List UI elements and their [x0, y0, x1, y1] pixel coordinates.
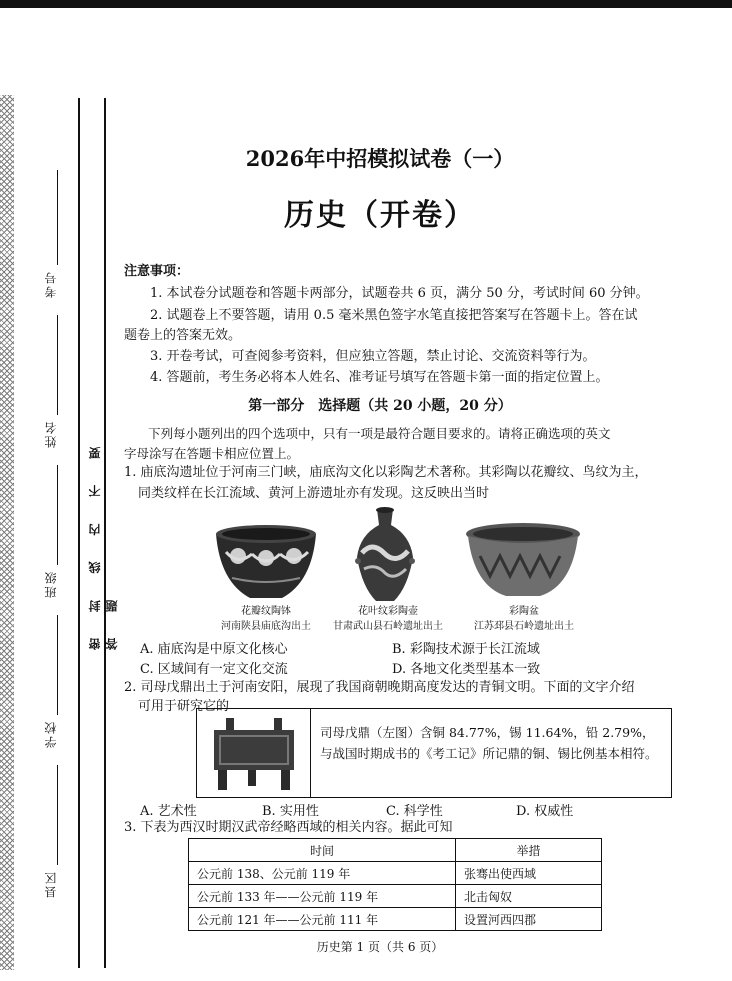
option-a[interactable]: A. 庙底沟是中原文化核心: [140, 642, 288, 657]
notice-item: 3. 开卷考试，可查阅参考资料，但应独立答题，禁止讨论、交流资料等行为。: [150, 349, 596, 364]
field-label-county: 县区: [44, 870, 58, 898]
field-line-school[interactable]: [57, 615, 58, 715]
option-d[interactable]: D. 权威性: [516, 804, 574, 819]
subject-title: 历史（开卷）: [284, 198, 476, 233]
option-b[interactable]: B. 实用性: [262, 804, 319, 819]
question-stem: 可用于研究它的: [138, 699, 230, 714]
figure-caption-origin: 江苏邳县石岭遗址出土: [474, 621, 574, 632]
notice-item: 1. 本试卷分试题卷和答题卡两部分，试题卷共 6 页，满分 50 分，考试时间 60 分钟。: [150, 286, 649, 301]
material-text: 司母戊鼎（左图）含铜 84.77%，锡 11.64%，铅 2.79%，与战国时期成书的《考工记》所记鼎的铜、锡比例基本相符。: [320, 725, 658, 761]
painted-basin-image: [464, 520, 582, 600]
question-stem: 1. 庙底沟遗址位于河南三门峡，庙底沟文化以彩陶艺术著称。其彩陶以花瓣纹、鸟纹为主，: [124, 465, 648, 480]
field-label-school: 学校: [44, 720, 58, 748]
table-header-measure: 举措: [456, 839, 602, 862]
field-line-class[interactable]: [57, 465, 58, 565]
table-row: [189, 908, 602, 931]
table-cell-measure: 张骞出使西域: [456, 862, 602, 885]
figure-caption-origin: 河南陕县庙底沟出土: [221, 621, 311, 632]
notice-heading: 注意事项：: [124, 264, 190, 279]
field-line-county[interactable]: [57, 765, 58, 865]
table-cell-time: 公元前 121 年——公元前 111 年: [189, 908, 456, 931]
table-cell-time: 公元前 138、公元前 119 年: [189, 862, 456, 885]
part-instruction: 下列每小题列出的四个选项中，只有一项是最符合题目要求的。请将正确选项的英文: [148, 426, 611, 441]
page-footer: 历史第 1 页（共 6 页）: [316, 940, 444, 954]
figure-caption-origin: 甘肃武山县石岭遗址出土: [333, 621, 443, 632]
part-instruction: 字母涂写在答题卡相应位置上。: [124, 446, 300, 461]
notice-item: 4. 答题前，考生务必将本人姓名、准考证号填写在答题卡第一面的指定位置上。: [150, 370, 609, 385]
material-box-divider: [310, 708, 311, 798]
part-heading: 第一部分 选择题（共 20 小题，20 分）: [248, 398, 512, 414]
question-stem: 同类纹样在长江流域、黄河上游遗址亦有发现。这反映出当时: [138, 486, 490, 501]
question-stem: 2. 司母戊鼎出土于河南安阳，展现了我国商朝晚期高度发达的青铜文明。下面的文字介绍: [124, 680, 635, 695]
option-c[interactable]: C. 科学性: [386, 804, 443, 819]
seal-line-text: 密 封 线 内 不 要 答 题: [88, 436, 119, 650]
table-cell-measure: 北击匈奴: [456, 885, 602, 908]
question-stem: 3. 下表为西汉时期汉武帝经略西域的相关内容。据此可知: [124, 820, 453, 835]
figure-caption-name: 花叶纹彩陶壶: [358, 606, 418, 617]
bronze-ding-image: [208, 716, 300, 792]
figure-caption-name: 彩陶盆: [509, 606, 539, 617]
option-a[interactable]: A. 艺术性: [140, 804, 197, 819]
exam-title: 2026年中招模拟试卷（一）: [245, 146, 515, 171]
notice-item: 2. 试题卷上不要答题，请用 0.5 毫米黑色签字水笔直接把答案写在答题卡上。答在试: [150, 308, 638, 323]
notice-item: 题卷上的答案无效。: [124, 328, 242, 343]
figure-caption-name: 花瓣纹陶钵: [241, 606, 291, 617]
field-line-name[interactable]: [57, 315, 58, 415]
option-b[interactable]: B. 彩陶技术源于长江流域: [392, 642, 540, 657]
table-header-time: 时间: [189, 839, 456, 862]
pottery-bowl-image: [212, 512, 320, 604]
table-cell-time: 公元前 133 年——公元前 119 年: [189, 885, 456, 908]
perforation-edge: [0, 95, 14, 970]
field-label-exam-number: 考号: [44, 270, 58, 298]
table-cell-measure: 设置河西四郡: [456, 908, 602, 931]
scan-top-edge: [0, 0, 732, 8]
field-line-exam-number[interactable]: [57, 170, 58, 265]
binding-line-outer: [78, 98, 80, 968]
table-row: [189, 862, 602, 885]
field-label-class: 班级: [44, 570, 58, 598]
table-header-row: [189, 839, 602, 862]
table-row: [189, 885, 602, 908]
binding-line-inner: [104, 98, 106, 968]
option-c[interactable]: C. 区域间有一定文化交流: [140, 662, 288, 677]
field-label-name: 姓名: [44, 420, 58, 448]
events-table: [188, 838, 602, 931]
option-d[interactable]: D. 各地文化类型基本一致: [392, 662, 541, 677]
painted-pot-image: [350, 505, 420, 605]
